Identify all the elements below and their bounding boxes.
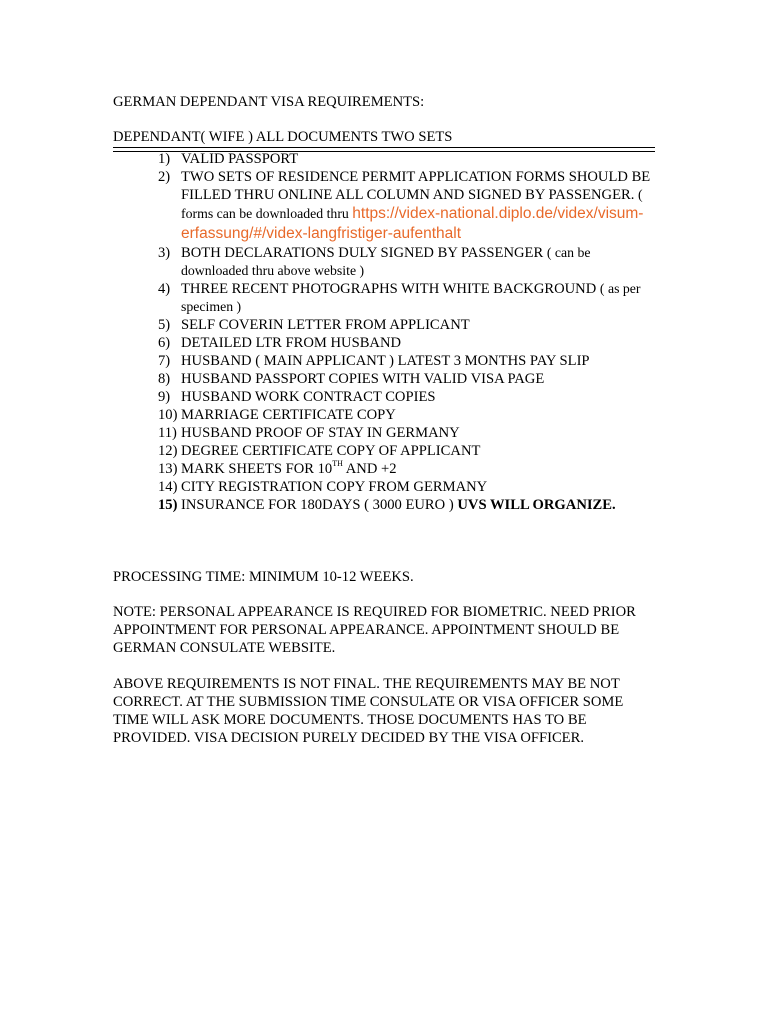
item-number: 2) <box>158 169 171 185</box>
list-item <box>113 370 658 388</box>
item-number: 10) <box>158 407 178 423</box>
item-number: 7) <box>158 353 171 369</box>
item-text: BOTH DECLARATIONS DULY SIGNED BY PASSENGER <box>181 245 547 261</box>
item-text: DETAILED LTR FROM HUSBAND <box>181 335 402 351</box>
item-number: 11) <box>158 425 177 441</box>
item-text: TWO SETS OF RESIDENCE PERMIT APPLICATION FORMS SHOULD BE FILLED THRU ONLINE ALL COLUMN AND SIGNED BY PASSENGER. <box>181 169 651 203</box>
list-item <box>113 406 658 424</box>
item-number: 6) <box>158 335 171 351</box>
item-text: MARRIAGE CERTIFICATE COPY <box>181 407 396 423</box>
disclaimer-paragraph: ABOVE REQUIREMENTS IS NOT FINAL. THE REQUIREMENTS MAY BE NOT CORRECT. AT THE SUBMISSION TIME CONSULATE OR VISA OFFICER SOME TIME WILL ASK MORE DOCUMENTS. THOSE DOCUMENTS HAS TO BE PROVIDED. VISA DECISION PURELY DECIDED BY THE VISA OFFICER. <box>113 676 624 746</box>
item-text: DEGREE CERTIFICATE COPY OF APPLICANT <box>181 443 481 459</box>
item-text: HUSBAND ( MAIN APPLICANT ) LATEST 3 MONTHS PAY SLIP <box>181 353 590 369</box>
item-text: MARK SHEETS FOR 10 <box>181 461 333 477</box>
document-title: GERMAN DEPENDANT VISA REQUIREMENTS: <box>113 94 425 110</box>
item-number: 5) <box>158 317 171 333</box>
superscript-th: TH <box>332 459 343 469</box>
list-item <box>113 280 658 316</box>
item-text: THREE RECENT PHOTOGRAPHS WITH WHITE BACKGROUND <box>181 281 600 297</box>
item-number: 8) <box>158 371 171 387</box>
item-text: VALID PASSPORT <box>181 151 299 167</box>
document-subtitle: DEPENDANT( WIFE ) ALL DOCUMENTS TWO SETS <box>113 129 453 145</box>
list-item <box>113 442 658 460</box>
list-item <box>113 424 658 442</box>
item-number: 4) <box>158 281 171 297</box>
item-text: INSURANCE FOR 180DAYS ( 3000 EURO ) <box>181 497 458 513</box>
list-item <box>113 316 658 334</box>
list-item <box>113 244 658 280</box>
list-item <box>113 478 658 496</box>
item-number: 12) <box>158 443 178 459</box>
item-text: SELF COVERIN LETTER FROM APPLICANT <box>181 317 470 333</box>
item-number: 13) <box>158 461 178 477</box>
item-number: 1) <box>158 151 171 167</box>
processing-time: PROCESSING TIME: MINIMUM 10-12 WEEKS. <box>113 569 414 585</box>
videx-form-link[interactable]: https://videx-national.diplo.de/videx/visum-erfassung/#/videx-langfristiger-aufenthalt <box>181 205 644 242</box>
item-text: HUSBAND WORK CONTRACT COPIES <box>181 389 436 405</box>
item-note: ( can be downloaded thru above website ) <box>181 245 591 278</box>
item-text: HUSBAND PROOF OF STAY IN GERMANY <box>181 425 460 441</box>
item-number: 14) <box>158 479 178 495</box>
list-item <box>113 496 658 514</box>
item-number: 9) <box>158 389 171 405</box>
requirements-list <box>113 150 658 514</box>
item-text: CITY REGISTRATION COPY FROM GERMANY <box>181 479 488 495</box>
item-number: 3) <box>158 245 171 261</box>
list-item <box>113 334 658 352</box>
item-text-tail: AND +2 <box>342 461 397 477</box>
list-item <box>113 388 658 406</box>
item-bold-note: UVS WILL ORGANIZE. <box>457 497 616 513</box>
item-text: HUSBAND PASSPORT COPIES WITH VALID VISA PAGE <box>181 371 545 387</box>
list-item <box>113 460 658 478</box>
item-number: 15) <box>158 497 178 513</box>
item-note: ( forms can be downloaded thru <box>181 187 643 221</box>
list-item <box>113 352 658 370</box>
note-paragraph: NOTE: PERSONAL APPEARANCE IS REQUIRED FOR BIOMETRIC. NEED PRIOR APPOINTMENT FOR PERSONAL APPEARANCE. APPOINTMENT SHOULD BE GERMAN CONSULATE WEBSITE. <box>113 604 636 656</box>
item-note: ( as per specimen ) <box>181 281 641 314</box>
list-item <box>113 168 658 244</box>
list-item <box>113 150 658 168</box>
